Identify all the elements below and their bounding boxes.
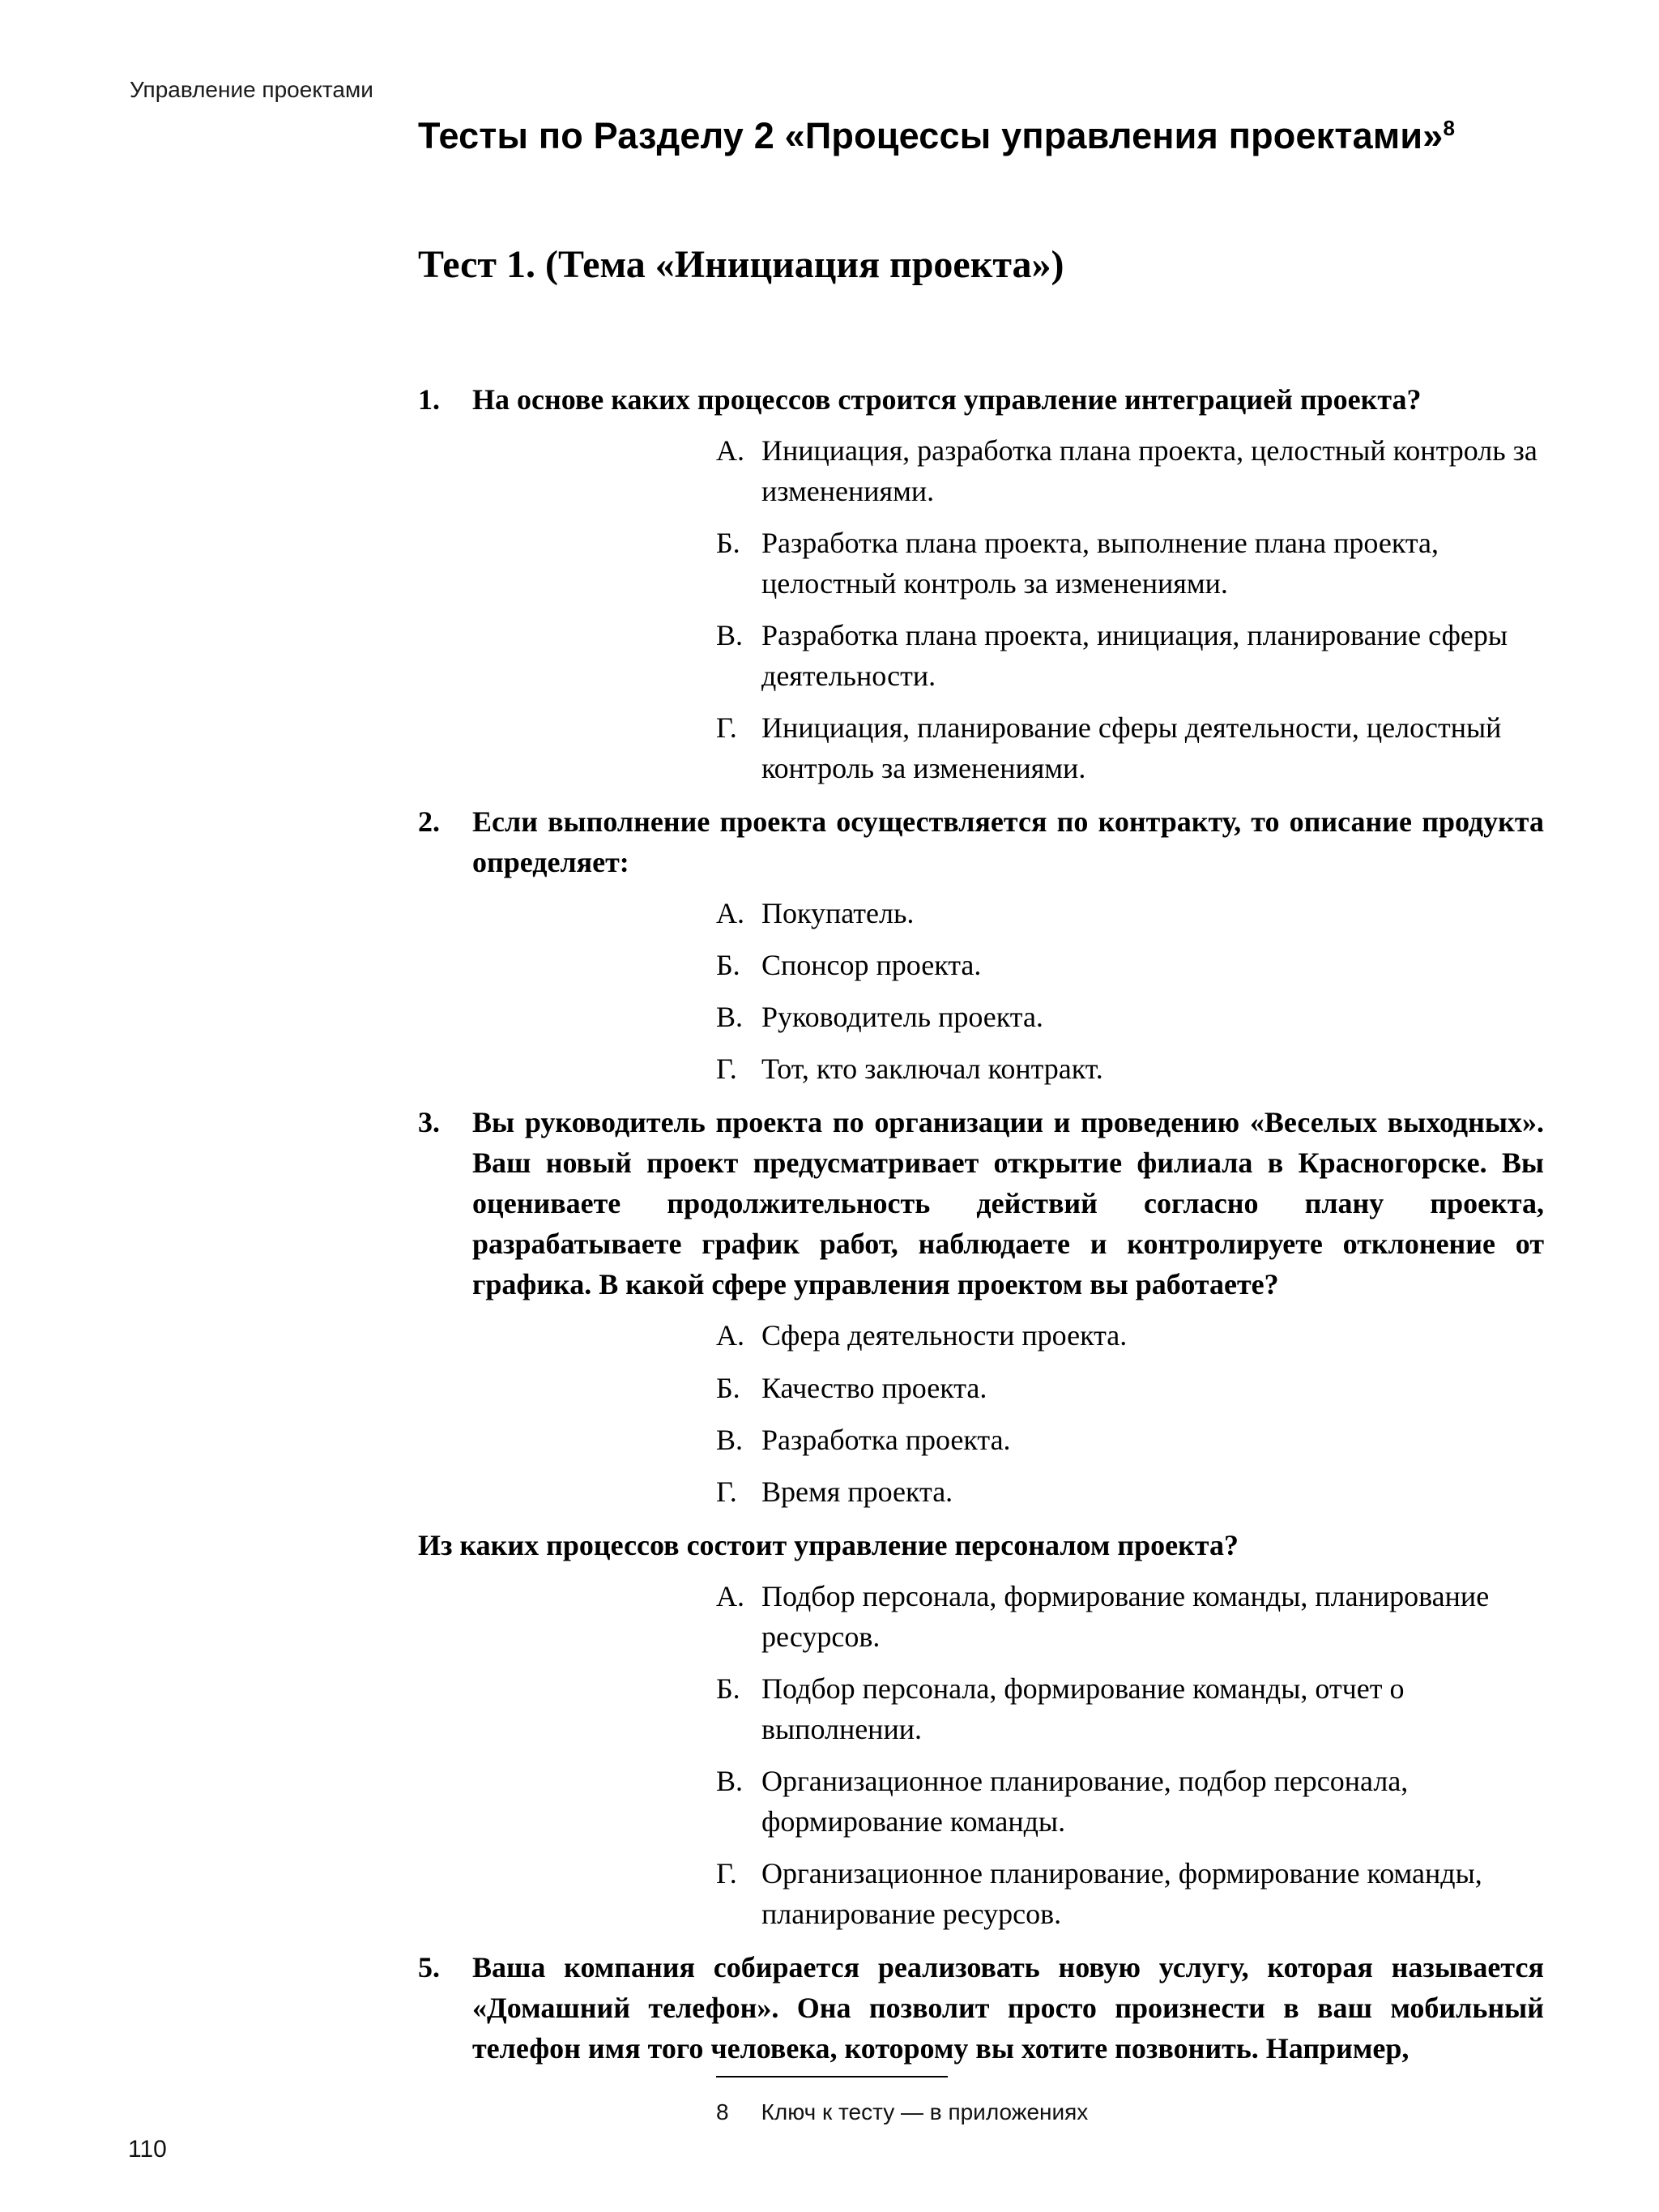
option-v [716,1420,1546,1460]
option-letter: Б. [716,949,740,982]
option-letter: Б. [716,1672,740,1705]
question-list [418,379,1546,2069]
option-letter: Б. [716,1371,740,1404]
option-g [716,1471,1546,1512]
option-letter: А. [716,1579,744,1612]
option-letter: Г. [716,1475,737,1508]
option-letter: Г. [716,1856,737,1890]
option-text: Руководитель проекта. [761,1001,1043,1034]
option-v [716,615,1546,696]
question-head [418,1102,1546,1305]
option-b [716,945,1546,985]
page-number: 110 [128,2136,167,2163]
option-a [716,893,1546,933]
question-head [418,1947,1546,2069]
option-b [716,1368,1546,1408]
option-g [716,1048,1546,1089]
question-text: Ваша компания собирается реализовать новую услугу, которая называется «Домашний телефон». Она позволит просто произнести в ваш мобильный телефон имя того человека, которому вы хотите позвонить. Например, [472,1950,1544,2065]
option-a [716,1315,1546,1356]
option-text: Инициация, разработка плана проекта, целостный контроль за изменениями. [761,433,1537,507]
footnote-text: Ключ к тесту — в приложениях [761,2099,1089,2124]
question-text: Если выполнение проекта осуществляется по контракту, то описание продукта определяет: [472,805,1544,879]
option-letter: А. [716,897,744,930]
running-header: Управление проектами [130,77,373,102]
option-letter: Б. [716,526,740,559]
option-list [716,430,1546,788]
page-title-text: Тесты по Разделу 2 «Процессы управления проектами» [418,115,1444,156]
option-a [716,430,1546,511]
question-2 [418,801,1546,1089]
footnote [716,2076,1088,2125]
option-text: Разработка плана проекта, выполнение плана проекта, целостный контроль за изменениями. [761,526,1439,600]
title-footnote-ref: 8 [1443,116,1456,140]
option-text: Время проекта. [761,1475,953,1508]
question-number: 5. [418,1950,440,1984]
option-g [716,1853,1546,1934]
option-text: Подбор персонала, формирование команды, отчет о выполнении. [761,1672,1405,1745]
option-list [716,1315,1546,1511]
footnote-marker: 8 [716,2099,729,2124]
page-content [418,113,1546,2082]
option-letter: В. [716,1001,744,1034]
option-text: Инициация, планирование сферы деятельности, целостный контроль за изменениями. [761,711,1502,785]
question-number: 3. [418,1106,440,1139]
option-text: Подбор персонала, формирование команды, планирование ресурсов. [761,1579,1490,1653]
option-text: Разработка проекта. [761,1423,1011,1456]
option-list [716,1576,1546,1934]
option-letter: Г. [716,1053,737,1086]
option-b [716,523,1546,604]
question-3 [418,1102,1546,1511]
page-title [418,113,1546,159]
option-a [716,1576,1546,1657]
option-letter: В. [716,619,744,651]
option-letter: В. [716,1423,744,1456]
question-text: Вы руководитель проекта по организации и проведению «Веселых выходных». Ваш новый проект предусматривает открытие филиала в Красногорске. Вы оцениваете продолжительность действий согласно плану проекта, разрабатываете график работ, наблюдаете и контролируете отклонение от графика. В какой сфере управления проектом вы работаете? [472,1106,1544,1301]
option-text: Тот, кто заключал контракт. [761,1053,1103,1086]
option-text: Качество проекта. [761,1371,987,1404]
option-b [716,1668,1546,1749]
question-number: 1. [418,382,440,416]
option-letter: В. [716,1764,744,1797]
question-head [418,1525,1546,1565]
question-text: Из каких процессов состоит управление персоналом проекта? [418,1528,1239,1561]
option-letter: А. [716,433,744,467]
option-text: Покупатель. [761,897,915,930]
footnote-divider [716,2076,948,2077]
question-text: На основе каких процессов строится управление интеграцией проекта? [472,382,1422,416]
option-text: Спонсор проекта. [761,949,982,982]
option-v [716,997,1546,1037]
option-v [716,1761,1546,1842]
question-1 [418,379,1546,788]
option-g [716,707,1546,788]
question-4 [418,1525,1546,1934]
question-number: 2. [418,805,440,839]
question-head [418,801,1546,882]
question-head [418,379,1546,420]
option-letter: Г. [716,711,737,745]
option-list [716,893,1546,1089]
option-text: Организационное планирование, подбор персонала, формирование команды. [761,1764,1409,1838]
option-letter: А. [716,1319,744,1352]
question-5 [418,1947,1546,2069]
option-text: Сфера деятельности проекта. [761,1319,1128,1352]
option-text: Разработка плана проекта, инициация, планирование сферы деятельности. [761,619,1508,693]
footnote-line [716,2099,1088,2125]
test-heading: Тест 1. (Тема «Инициация проекта») [418,243,1064,287]
option-text: Организационное планирование, формирование команды, планирование ресурсов. [761,1856,1482,1930]
